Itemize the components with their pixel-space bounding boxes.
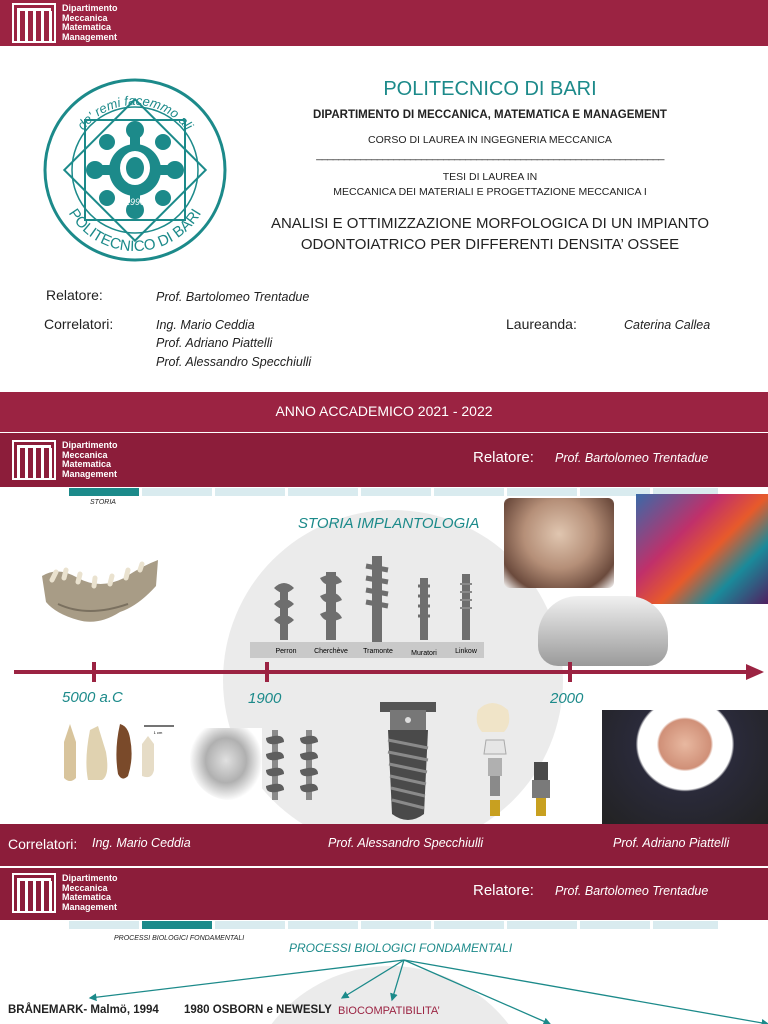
brånemark-portrait-image <box>190 728 262 800</box>
process-item-biocompatibilita: BIOCOMPATIBILITA’ <box>338 1005 440 1017</box>
correlatore-2: Prof. Adriano Piattelli <box>156 336 273 350</box>
timeline-arrow <box>14 660 764 684</box>
crown-abutment-image <box>474 696 564 822</box>
tab-4[interactable] <box>288 488 358 496</box>
dept-logo-text: Dipartimento Meccanica Matematica Management <box>62 873 118 912</box>
tab-processi[interactable] <box>142 921 212 929</box>
tab-s3-6[interactable] <box>434 921 504 929</box>
dept-logo-icon <box>12 440 56 480</box>
laureanda-label: Laureanda: <box>506 316 577 332</box>
modern-implant-image <box>376 700 440 824</box>
relatore-name: Prof. Bartolomeo Trentadue <box>156 290 310 304</box>
slide2-relatore-name: Prof. Bartolomeo Trentadue <box>555 451 709 465</box>
timeline-label-1900: 1900 <box>248 690 282 707</box>
timeline-label-5000: 5000 a.C <box>62 689 123 706</box>
dept-logo <box>12 3 118 43</box>
correlatore-3: Prof. Alessandro Specchiulli <box>156 355 312 369</box>
dept-logo <box>12 440 118 480</box>
skull-ct-image <box>504 498 614 588</box>
separator-line: _______________________________________________________________ <box>316 149 664 161</box>
implant-label-4: Muratori <box>411 650 437 657</box>
dept-logo-text: Dipartimento Meccanica Matematica Management <box>62 440 118 479</box>
slide1-title-block <box>262 78 718 253</box>
politecnico-seal <box>42 78 228 262</box>
tab-5[interactable] <box>361 488 431 496</box>
department-name: DIPARTIMENTO DI MECCANICA, MATEMATICA E MANAGEMENT <box>313 109 667 121</box>
seal-year: 1990 <box>124 197 146 207</box>
tab-s3-4[interactable] <box>288 921 358 929</box>
slide2-correlatore-2: Prof. Alessandro Specchiulli <box>328 836 484 850</box>
ancient-jaw-image <box>38 556 162 636</box>
historic-implants-image <box>250 552 484 660</box>
course-name: CORSO DI LAUREA IN INGEGNERIA MECCANICA <box>368 134 612 146</box>
university-name: POLITECNICO DI BARI <box>383 78 597 100</box>
dept-logo-text: Dipartimento Meccanica Matematica Management <box>62 3 118 42</box>
correlatore-1: Ing. Mario Ceddia <box>156 318 255 332</box>
dept-logo <box>12 873 118 913</box>
timeline-label-2000: 2000 <box>550 690 584 707</box>
process-item-branemark: BRÅNEMARK- Malmö, 1994 <box>8 1004 159 1016</box>
relatore-label: Relatore: <box>46 287 103 303</box>
tab-3[interactable] <box>215 488 285 496</box>
ruler-label: 1 cm <box>153 730 163 735</box>
slide2-relatore-label: Relatore: <box>473 449 534 466</box>
academic-year: ANNO ACCADEMICO 2021 - 2022 <box>275 403 493 419</box>
slide2-correlatore-3: Prof. Adriano Piattelli <box>613 836 730 850</box>
processi-heading: PROCESSI BIOLOGICI FONDAMENTALI <box>289 941 513 955</box>
slide3-relatore-name: Prof. Bartolomeo Trentadue <box>555 884 709 898</box>
implant-label-3: Tramonte <box>363 648 393 655</box>
tab-2[interactable] <box>142 488 212 496</box>
tab-storia[interactable] <box>69 488 139 496</box>
tab-s3-8[interactable] <box>580 921 650 929</box>
tab-s3-9[interactable] <box>653 921 718 929</box>
head-scan-image <box>636 494 768 604</box>
digital-arch-image <box>538 596 668 666</box>
storia-heading: STORIA IMPLANTOLOGIA <box>298 515 480 532</box>
seal-motto: de' remi facemmo ali <box>73 92 197 133</box>
process-item-osborn: 1980 OSBORN e NEWESLY <box>184 1004 332 1016</box>
screw-implants-image <box>262 726 328 806</box>
tab-s3-1[interactable] <box>69 921 139 929</box>
thesis-title-line2: ODONTOIATRICO PER DIFFERENTI DENSITA’ OSSEE <box>300 236 680 253</box>
tab-s3-3[interactable] <box>215 921 285 929</box>
slide2-correlatori-label: Correlatori: <box>8 836 78 852</box>
implant-label-1: Perron <box>275 648 297 655</box>
implant-label-5: Linkow <box>455 648 477 655</box>
tab-s3-5[interactable] <box>361 921 431 929</box>
correlatori-label: Correlatori: <box>44 316 114 332</box>
dept-logo-icon <box>12 3 56 43</box>
piattelli-portrait-image <box>602 710 768 824</box>
dept-logo-icon <box>12 873 56 913</box>
active-tab-label: STORIA <box>90 499 116 506</box>
implant-label-2: Cherchève <box>314 648 348 655</box>
ancient-teeth-image <box>58 720 178 786</box>
thesis-line2: MECCANICA DEI MATERIALI E PROGETTAZIONE MECCANICA I <box>333 186 647 198</box>
tab-7[interactable] <box>507 488 577 496</box>
slide2-correlatore-1: Ing. Mario Ceddia <box>92 836 191 850</box>
tab-6[interactable] <box>434 488 504 496</box>
laureanda-name: Caterina Callea <box>624 318 711 332</box>
seal-name: POLITECNICO DI BARI <box>65 205 205 256</box>
thesis-line1: TESI DI LAUREA IN <box>442 171 538 183</box>
slide3-active-tab-label: PROCESSI BIOLOGICI FONDAMENTALI <box>114 935 245 942</box>
thesis-title-line1: ANALISI E OTTIMIZZAZIONE MORFOLOGICA DI UN IMPIANTO <box>270 215 710 232</box>
tab-s3-7[interactable] <box>507 921 577 929</box>
slide3-relatore-label: Relatore: <box>473 882 534 899</box>
